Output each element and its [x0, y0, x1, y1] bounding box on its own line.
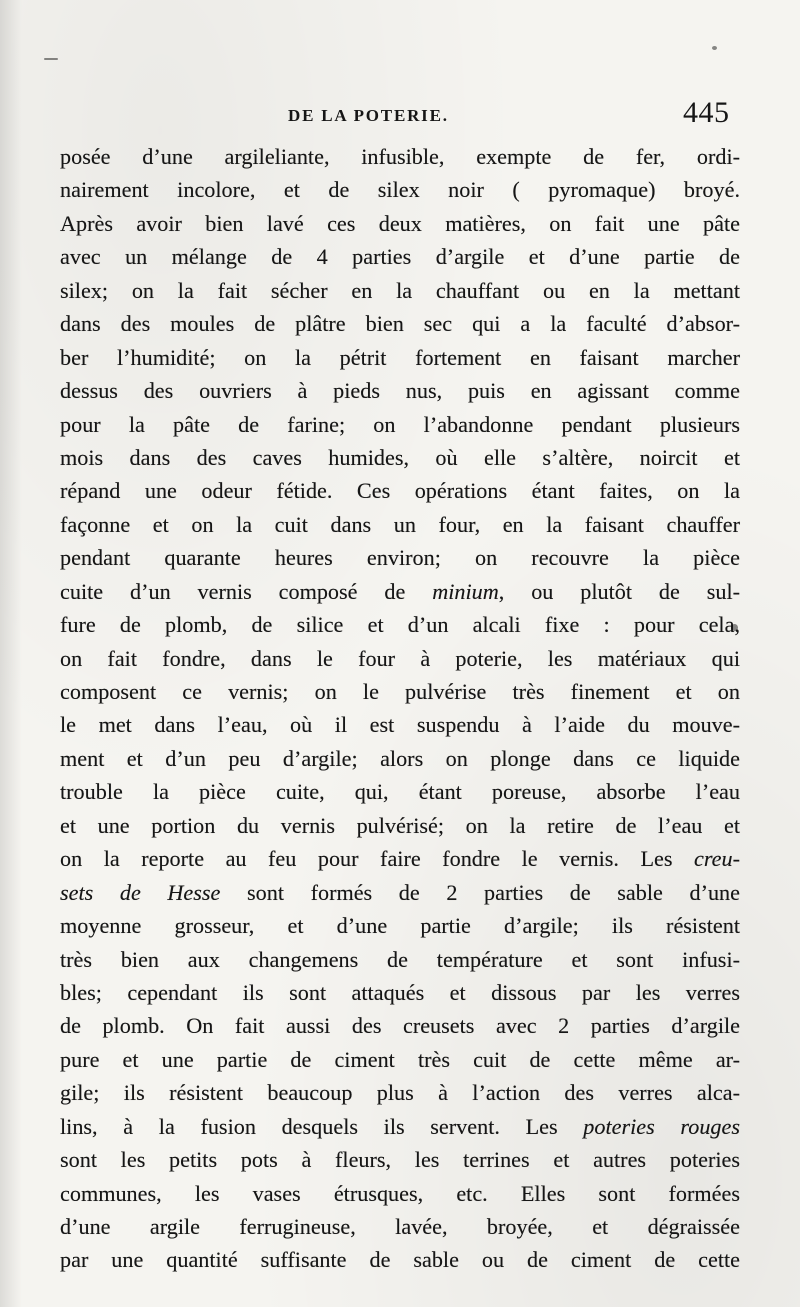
text-line: nairement incolore, et de silex noir ( pyromaque) broyé. — [60, 177, 740, 203]
text-line: façonne et on la cuit dans un four, en la faisant chauffer — [60, 511, 740, 537]
text-line: par une quantité suffisante de sable ou de ciment de cette — [60, 1247, 740, 1273]
text-line: bles; cependant ils sont attaqués et dissous par les verres — [60, 979, 740, 1005]
text-line: et une portion du vernis pulvérisé; on la retire de l’eau et — [60, 812, 740, 838]
text-line — [60, 1110, 740, 1143]
text-line: silex; on la fait sécher en la chauffant ou en la mettant — [60, 277, 740, 303]
text-line: pendant quarante heures environ; on recouvre la pièce — [60, 545, 740, 571]
binding-shadow — [0, 0, 22, 1307]
text-line: communes, les vases étrusques, etc. Elles sont formées — [60, 1180, 740, 1206]
body-text — [60, 140, 740, 1277]
text-line: gile; ils résistent beaucoup plus à l’action des verres alca- — [60, 1080, 740, 1106]
text-line: ment et d’un peu d’argile; alors on plonge dans ce liquide — [60, 745, 740, 771]
text-segment: cuite d’un vernis composé de — [60, 578, 433, 604]
text-line: composent ce vernis; on le pulvérise très finement et on — [60, 679, 740, 704]
paper-speck — [712, 46, 717, 50]
text-line — [60, 575, 740, 608]
text-line: pour la pâte de farine; on l’abandonne pendant plusieurs — [60, 411, 740, 437]
running-title: DE LA POTERIE. — [288, 106, 449, 125]
text-line: dessus des ouvriers à pieds nus, puis en agissant comme — [60, 378, 740, 404]
text-segment: lins, à la fusion desquels ils servent. Les — [60, 1113, 584, 1139]
text-line: moyenne grosseur, et d’une partie d’argile; ils résistent — [60, 913, 740, 939]
italic-term: poteries rouges — [583, 1113, 740, 1139]
text-line: Après avoir bien lavé ces deux matières, on fait une pâte — [60, 210, 740, 236]
text-segment: on la reporte au feu pour faire fondre le vernis. Les — [60, 846, 694, 872]
text-line: mois dans des caves humides, où elle s’altère, noircit et — [60, 444, 740, 470]
text-segment: sont formés de 2 parties de sable d’une — [220, 879, 740, 905]
text-line: avec un mélange de 4 parties d’argile et d’une partie de — [60, 244, 740, 270]
paper-speck — [44, 58, 58, 60]
text-line: fure de plomb, de silice et d’un alcali fixe : pour cela, — [60, 612, 740, 638]
text-line — [60, 876, 740, 909]
text-segment: , ou plutôt de sul- — [498, 578, 740, 604]
text-line: trouble la pièce cuite, qui, étant poreuse, absorbe l’eau — [60, 779, 740, 805]
italic-term: minium — [432, 578, 499, 604]
text-line: sont les petits pots à fleurs, les terrines et autres poteries — [60, 1147, 740, 1173]
paper-speck — [731, 624, 738, 631]
text-line: de plomb. On fait aussi des creusets avec 2 parties d’argile — [60, 1013, 740, 1039]
text-line: on fait fondre, dans le four à poterie, les matériaux qui — [60, 645, 740, 671]
text-line: posée d’une argileliante, infusible, exempte de fer, ordi- — [60, 144, 740, 169]
italic-term: creu- — [694, 846, 740, 872]
text-line — [60, 842, 740, 875]
text-line: très bien aux changemens de température et sont infusi- — [60, 946, 740, 972]
text-line: dans des moules de plâtre bien sec qui a la faculté d’absor- — [60, 311, 740, 337]
page-header — [0, 96, 800, 136]
page-number: 445 — [683, 96, 730, 129]
text-line: répand une odeur fétide. Ces opérations étant faites, on la — [60, 478, 740, 504]
text-line: ber l’humidité; on la pétrit fortement en faisant marcher — [60, 344, 740, 370]
text-line: d’une argile ferrugineuse, lavée, broyée, et dégraissée — [60, 1214, 740, 1239]
italic-term: sets de Hesse — [60, 879, 221, 905]
text-line: le met dans l’eau, où il est suspendu à l’aide du mouve- — [60, 712, 740, 738]
text-line: pure et une partie de ciment très cuit de cette même ar- — [60, 1046, 740, 1072]
